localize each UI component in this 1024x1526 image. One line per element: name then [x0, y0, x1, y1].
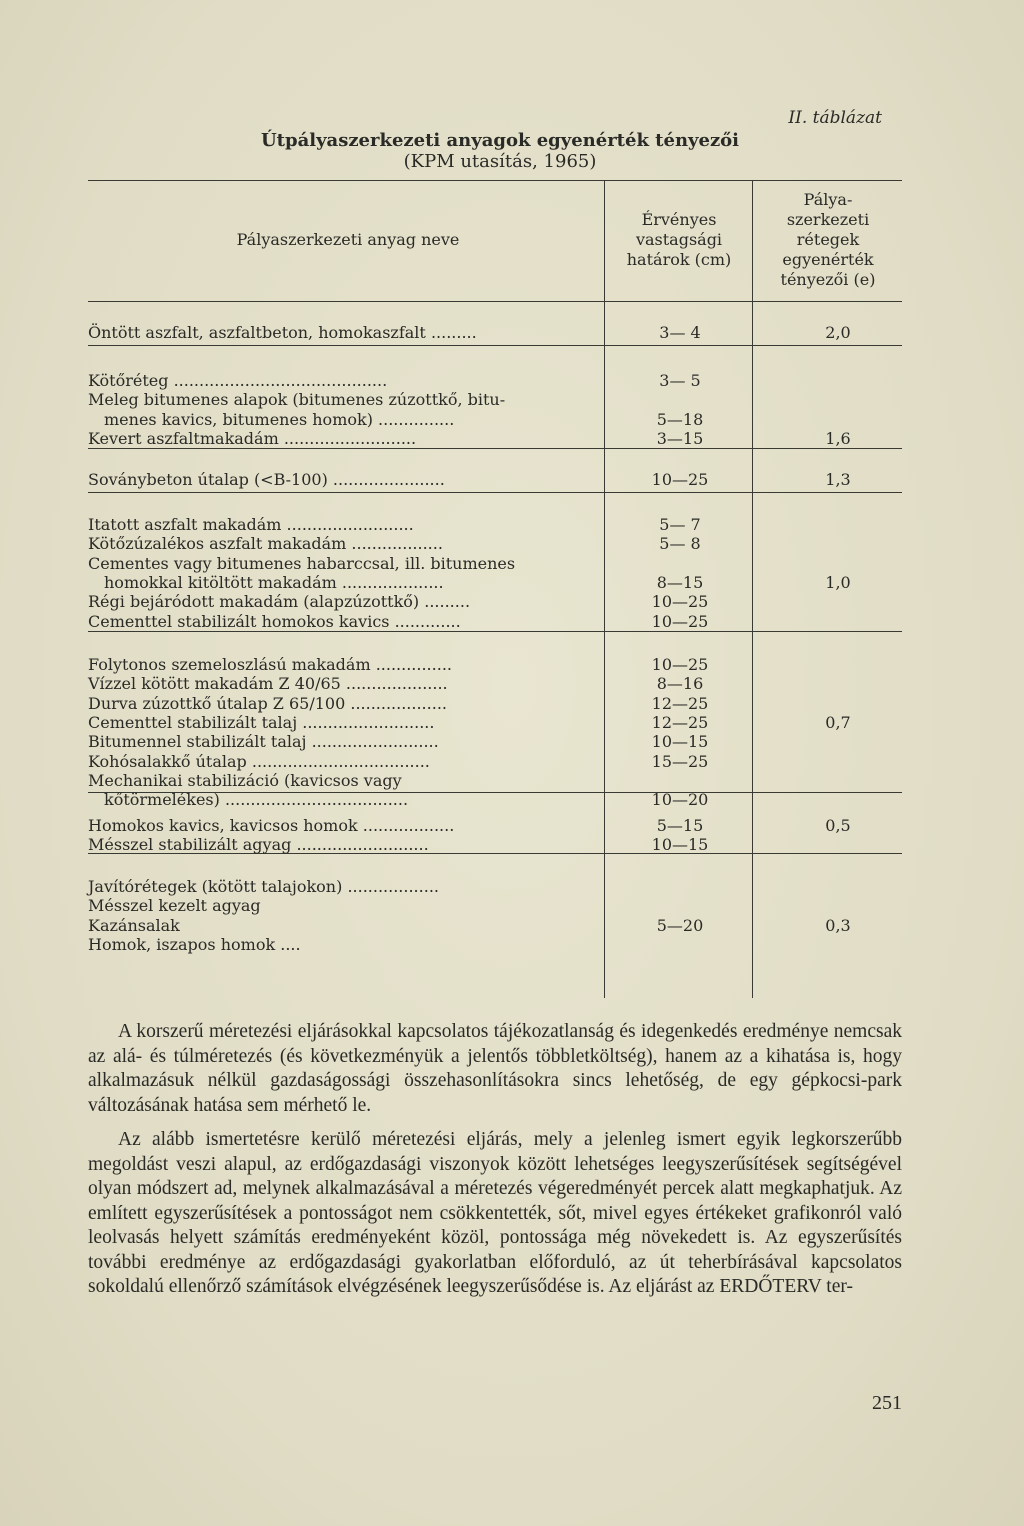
body-text [88, 1020, 902, 1310]
header-factor-line: Pálya- [803, 190, 853, 209]
header-bottom-rule [88, 301, 902, 302]
thickness-range: 5— 7 [659, 515, 701, 534]
material-name: Javítórétegek (kötött talajokon) .................. [88, 877, 439, 896]
table-title-sub: (KPM utasítás, 1965) [403, 151, 597, 172]
thickness-range: 10—25 [651, 655, 709, 674]
equivalence-factor: 2,0 [825, 323, 851, 342]
group-separator [88, 492, 902, 493]
column-divider-2 [752, 180, 753, 998]
thickness-range: 10—25 [651, 470, 709, 489]
equivalence-factor: 1,6 [825, 428, 851, 448]
thickness-range: 10—25 [651, 611, 709, 631]
material-name: Régi bejáródott makadám (alapzúzottkő) ......... [88, 592, 471, 612]
equivalence-factor: 1,0 [825, 572, 851, 592]
material-name: Homok, iszapos homok .... [88, 934, 301, 954]
header-factor [754, 190, 902, 290]
group-separator [88, 448, 902, 449]
thickness-range: 10—20 [651, 790, 709, 810]
paragraph: Az alább ismertetésre kerülő méretezési eljárás, mely a jelenleg ismert egyik legkorszerűbb megoldást veszi alapul, az erdőgazdasági viszonyok között lehetséges leegyszerűsítések segítségével olyan módszert ad, melynek alkalmazásával a méretezés végeredményét percek alatt megkaphatjuk. Az említett egyszerűsítések a pontosságot nem csökkentették, sőt, mivel egyes értékeket grafikonról való leolvasás helyett számítás eredményeként közöl, pontossága még növekedett is. Az egyszerűsítés további eredménye az erdőgazdasági gyakorlatban előforduló, az út teherbírásával kapcsolatos sokoldalú ellenőrző számítások elvégzésének leegyszerűsődése is. Az eljárást az ERDŐTERV ter- [88, 1129, 902, 1297]
column-divider-1 [604, 180, 605, 998]
header-factor-line: egyenérték [782, 250, 874, 269]
material-name: Mechanikai stabilizáció (kavicsos vagy [88, 770, 402, 790]
thickness-range: 8—16 [656, 674, 704, 694]
header-factor-line: rétegek [796, 230, 860, 249]
material-name: Mésszel stabilizált agyag .......................... [88, 835, 429, 855]
material-name: Kazánsalak [88, 915, 180, 935]
material-name: Kötőzúzalékos aszfalt makadám .................. [88, 534, 443, 554]
thickness-range: 5—20 [656, 915, 704, 935]
thickness-range: 12—25 [651, 712, 709, 732]
material-name: Kohósalakkő útalap ................................... [88, 751, 430, 771]
material-name: homokkal kitöltött makadám .................... [104, 572, 444, 592]
material-name: Homokos kavics, kavicsos homok .................. [88, 816, 455, 835]
header-factor-line: szerkezeti [786, 210, 870, 229]
material-name: kőtörmelékes) .................................... [104, 790, 409, 810]
header-thickness-line: Érvényes [641, 210, 717, 229]
equivalence-factor: 1,3 [825, 470, 851, 489]
equivalence-factor: 0,5 [825, 816, 851, 835]
material-name: menes kavics, bitumenes homok) ............... [104, 409, 455, 429]
thickness-range: 3— 4 [659, 323, 701, 342]
equivalence-factor: 0,7 [825, 712, 851, 732]
material-name: Cementes vagy bitumenes habarccsal, ill. bitumenes [88, 553, 516, 573]
thickness-range: 10—25 [651, 592, 709, 612]
material-name: Bitumennel stabilizált talaj ......................... [88, 732, 439, 752]
header-thickness [606, 210, 752, 270]
material-name: Soványbeton útalap (<B-100) ...................... [88, 470, 445, 489]
header-thickness-line: határok (cm) [626, 250, 732, 269]
material-name: Mésszel kezelt agyag [88, 896, 261, 916]
thickness-range: 15—25 [651, 751, 709, 771]
header-factor-line: tényezői (e) [780, 270, 876, 289]
equivalence-factor: 0,3 [825, 915, 851, 935]
material-name: Öntött aszfalt, aszfaltbeton, homokaszfalt ......... [88, 323, 477, 342]
thickness-range: 8—15 [656, 572, 704, 592]
thickness-range: 12—25 [651, 693, 709, 713]
page-number: 251 [872, 1392, 902, 1414]
material-name: Itatott aszfalt makadám ......................... [88, 515, 414, 534]
material-name: Durva zúzottkő útalap Z 65/100 ................... [88, 693, 447, 713]
thickness-range: 5—18 [656, 409, 704, 429]
material-name: Kevert aszfaltmakadám .......................... [88, 428, 417, 448]
thickness-range: 5—15 [656, 816, 704, 835]
thickness-range: 10—15 [651, 732, 709, 752]
material-name: Cementtel stabilizált homokos kavics ............. [88, 611, 461, 631]
thickness-range: 3—15 [656, 428, 704, 448]
table-top-rule [88, 180, 902, 181]
group-separator [88, 631, 902, 632]
table-title [260, 130, 740, 172]
thickness-range: 5— 8 [659, 534, 701, 554]
material-name: Kötőréteg .......................................... [88, 371, 388, 390]
thickness-range: 10—15 [651, 835, 709, 855]
material-name: Meleg bitumenes alapok (bitumenes zúzottkő, bitu- [88, 390, 506, 410]
material-name: Cementtel stabilizált talaj .......................... [88, 712, 435, 732]
header-thickness-line: vastagsági [635, 230, 723, 249]
material-name: Folytonos szemeloszlású makadám ............... [88, 655, 452, 674]
thickness-range: 3— 5 [659, 371, 701, 390]
paragraph: A korszerű méretezési eljárásokkal kapcsolatos tájékozatlanság és idegenkedés eredménye nemcsak az alá- és túlméretezés (és következményük a jelentős többletköltség), hanem az a kihatása is, hogy alkalmazásuk nélkül gazdaságossági összehasonlításokra sincs lehetőség, de egy gépkocsi-park változásának hatása sem mérhető le. [88, 1021, 902, 1116]
header-material-name: Pályaszerkezeti anyag neve [236, 230, 460, 249]
material-name: Vízzel kötött makadám Z 40/65 .................... [88, 674, 448, 694]
table-title-main: Útpályaszerkezeti anyagok egyenérték tényezői [260, 130, 740, 151]
table-label: II. táblázat [788, 108, 882, 128]
group-separator [88, 345, 902, 346]
